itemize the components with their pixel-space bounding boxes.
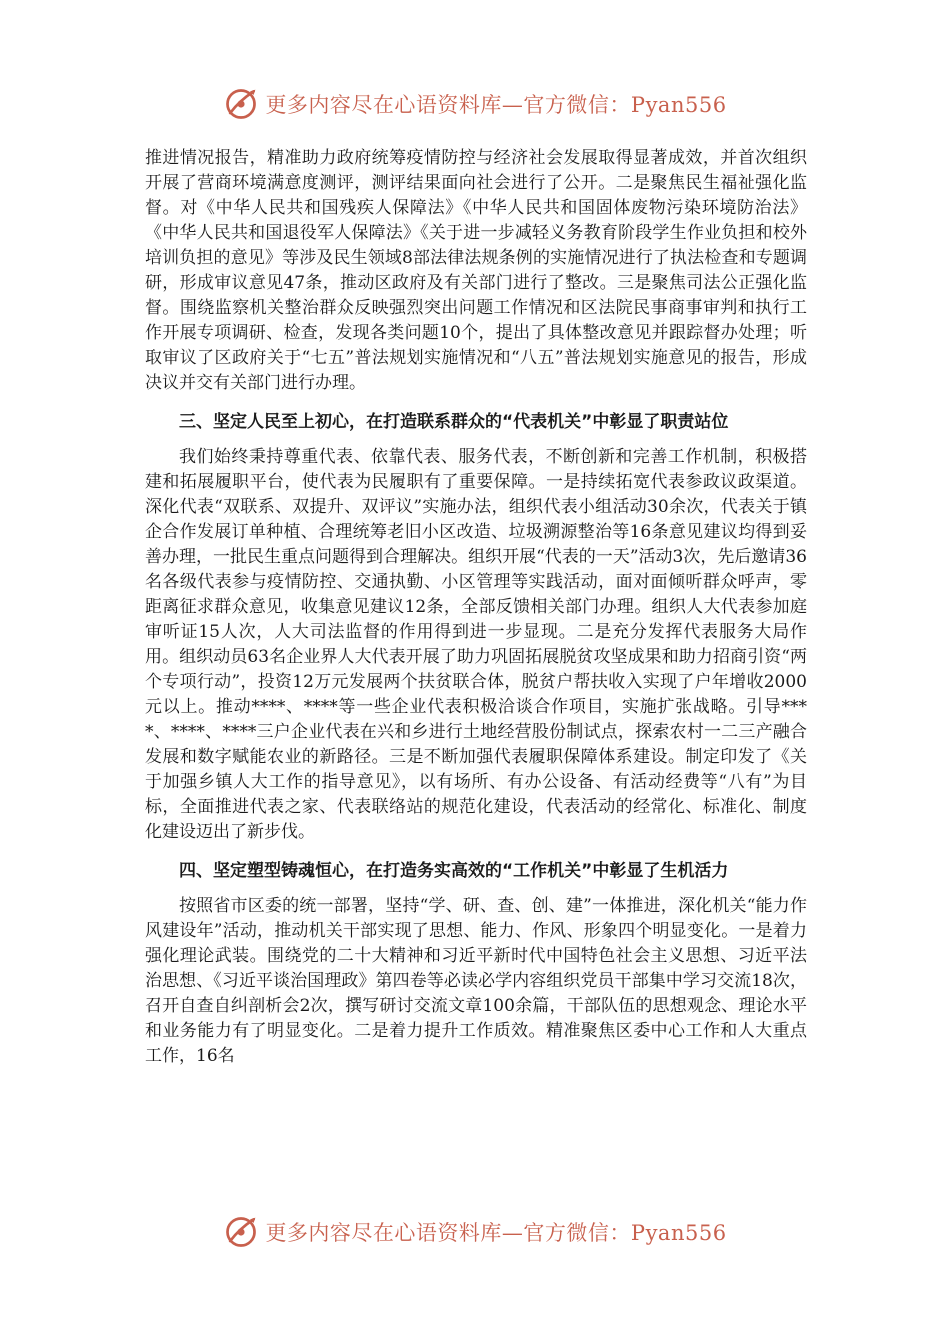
writing-hand-logo-icon bbox=[223, 1214, 259, 1250]
header-watermark bbox=[0, 84, 950, 124]
paragraph: 推进情况报告，精准助力政府统筹疫情防控与经济社会发展取得显著成效，并首次组织开展了营商环境满意度测评，测评结果面向社会进行了公开。二是聚焦民生福祉强化监督。对《中华人民共和国残疾人保障法》《中华人民共和国固体废物污染环境防治法》《中华人民共和国退役军人保障法》《关于进一步减轻义务教育阶段学生作业负担和校外培训负担的意见》等涉及民生领域8部法律法规条例的实施情况进行了执法检查和专题调研，形成审议意见47条，推动区政府及有关部门进行了整改。三是聚焦司法公正强化监督。围绕监察机关整治群众反映强烈突出问题工作情况和区法院民事商事审判和执行工作开展专项调研、检查，发现各类问题10个，提出了具体整改意见并跟踪督办处理；听取审议了区政府关于“七五”普法规划实施情况和“八五”普法规划实施意见的报告，形成决议并交有关部门进行办理。 bbox=[145, 148, 807, 393]
section-heading: 三、坚定人民至上初心，在打造联系群众的“代表机关”中彰显了职责站位 bbox=[179, 412, 729, 432]
section-heading: 四、坚定塑型铸魂恒心，在打造务实高效的“工作机关”中彰显了生机活力 bbox=[179, 861, 729, 881]
document-body bbox=[145, 146, 807, 1069]
watermark-text: 更多内容尽在心语资料库—官方微信：Pyan556 bbox=[265, 93, 727, 117]
footer-watermark bbox=[0, 1212, 950, 1252]
writing-hand-logo-icon bbox=[223, 86, 259, 122]
watermark-text: 更多内容尽在心语资料库—官方微信：Pyan556 bbox=[265, 1221, 727, 1245]
paragraph: 按照省市区委的统一部署，坚持“学、研、查、创、建”一体推进，深化机关“能力作风建设年”活动，推动机关干部实现了思想、能力、作风、形象四个明显变化。一是着力强化理论武装。围绕党的二十大精神和习近平新时代中国特色社会主义思想、习近平法治思想、《习近平谈治国理政》第四卷等必读必学内容组织党员干部集中学习交流18次，召开自查自纠剖析会2次，撰写研讨交流文章100余篇，干部队伍的思想观念、理论水平和业务能力有了明显变化。二是着力提升工作质效。精准聚焦区委中心工作和人大重点工作，16名 bbox=[145, 896, 807, 1066]
paragraph: 我们始终秉持尊重代表、依靠代表、服务代表，不断创新和完善工作机制，积极搭建和拓展履职平台，使代表为民履职有了重要保障。一是持续拓宽代表参政议政渠道。深化代表“双联系、双提升、双评议”实施办法，组织代表小组活动30余次，代表关于镇企合作发展订单种植、合理统筹老旧小区改造、垃圾溯源整治等16条意见建议均得到妥善办理，一批民生重点问题得到合理解决。组织开展“代表的一天”活动3次，先后邀请36名各级代表参与疫情防控、交通执勤、小区管理等实践活动，面对面倾听群众呼声，零距离征求群众意见，收集意见建议12条，全部反馈相关部门办理。组织人大代表参加庭审听证15人次，人大司法监督的作用得到进一步显现。二是充分发挥代表服务大局作用。组织动员63名企业界人大代表开展了助力巩固拓展脱贫攻坚成果和助力招商引资“两个专项行动”，投资12万元发展两个扶贫联合体，脱贫户帮扶收入实现了户年增收2000元以上。推动****、****等一些企业代表积极洽谈合作项目，实施扩张战略。引导****、****、****三户企业代表在兴和乡进行土地经营股份制试点，探索农村一二三产融合发展和数字赋能农业的新路径。三是不断加强代表履职保障体系建设。制定印发了《关于加强乡镇人大工作的指导意见》，以有场所、有办公设备、有活动经费等“八有”为目标，全面推进代表之家、代表联络站的规范化建设，代表活动的经常化、标准化、制度化建设迈出了新步伐。 bbox=[145, 447, 807, 842]
